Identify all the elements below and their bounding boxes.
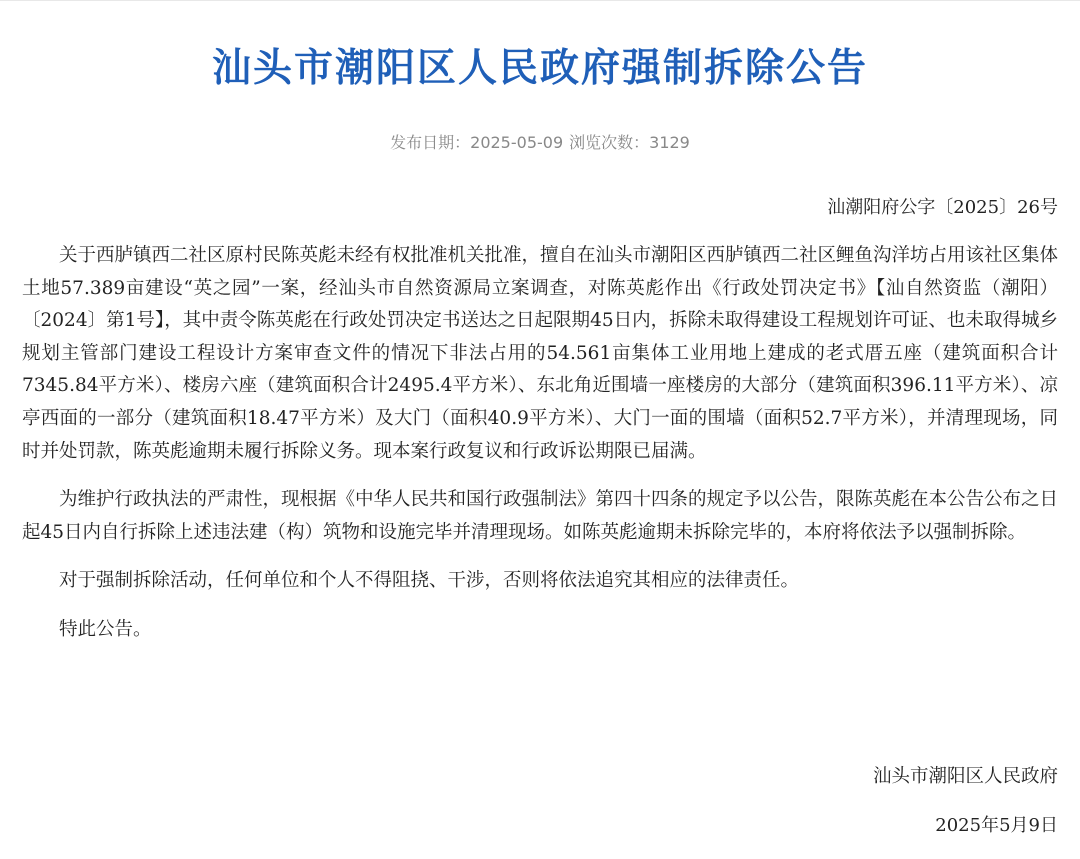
issue-date: 2025年5月9日	[935, 815, 1058, 836]
document-number: 汕潮阳府公字〔2025〕26号	[827, 197, 1058, 218]
views-label: 浏览次数：	[569, 133, 650, 152]
views-count: 3129	[649, 133, 690, 152]
paragraph-2: 为维护行政执法的严肃性，现根据《中华人民共和国行政强制法》第四十四条的规定予以公告，限陈英彪在本公告公布之日起45日内自行拆除上述违法建（构）筑物和设施完毕并清理现场。如陈英彪逾期未拆除完毕的，本府将依法予以强制拆除。	[22, 489, 1059, 543]
page-title: 汕头市潮阳区人民政府强制拆除公告	[211, 46, 868, 91]
paragraph-4: 特此公告。	[59, 618, 152, 640]
announcement-body	[22, 240, 1058, 663]
paragraph-1: 关于西胪镇西二社区原村民陈英彪未经有权批准机关批准，擅自在汕头市潮阳区西胪镇西二社区鲤鱼沟洋坊占用该社区集体土地57.389亩建设“英之园”一案，经汕头市自然资源局立案调查，对陈英彪作出《行政处罚决定书》【汕自然资监（潮阳）〔2024〕第1号】，其中责令陈英彪在行政处罚决定书送达之日起限期45日内，拆除未取得建设工程规划许可证、也未取得城乡规划主管部门建设工程设计方案审查文件的情况下非法占用的54.561亩集体工业用地上建成的老式厝五座（建筑面积合计7345.84平方米）、楼房六座（建筑面积合计2495.4平方米）、东北角近围墙一座楼房的大部分（建筑面积396.11平方米）、凉亭西面的一部分（建筑面积18.47平方米）及大门（面积40.9平方米）、大门一面的围墙（面积52.7平方米），并清理现场，同时并处罚款，陈英彪逾期未履行拆除义务。现本案行政复议和行政诉讼期限已届满。	[22, 245, 1059, 462]
issuer-signature: 汕头市潮阳区人民政府	[872, 766, 1058, 787]
publish-date: 2025-05-09	[470, 133, 564, 152]
article-meta	[0, 131, 1080, 155]
publish-date-label: 发布日期：	[390, 133, 471, 152]
paragraph-3: 对于强制拆除活动，任何单位和个人不得阻挠、干涉，否则将依法追究其相应的法律责任。	[59, 570, 800, 592]
